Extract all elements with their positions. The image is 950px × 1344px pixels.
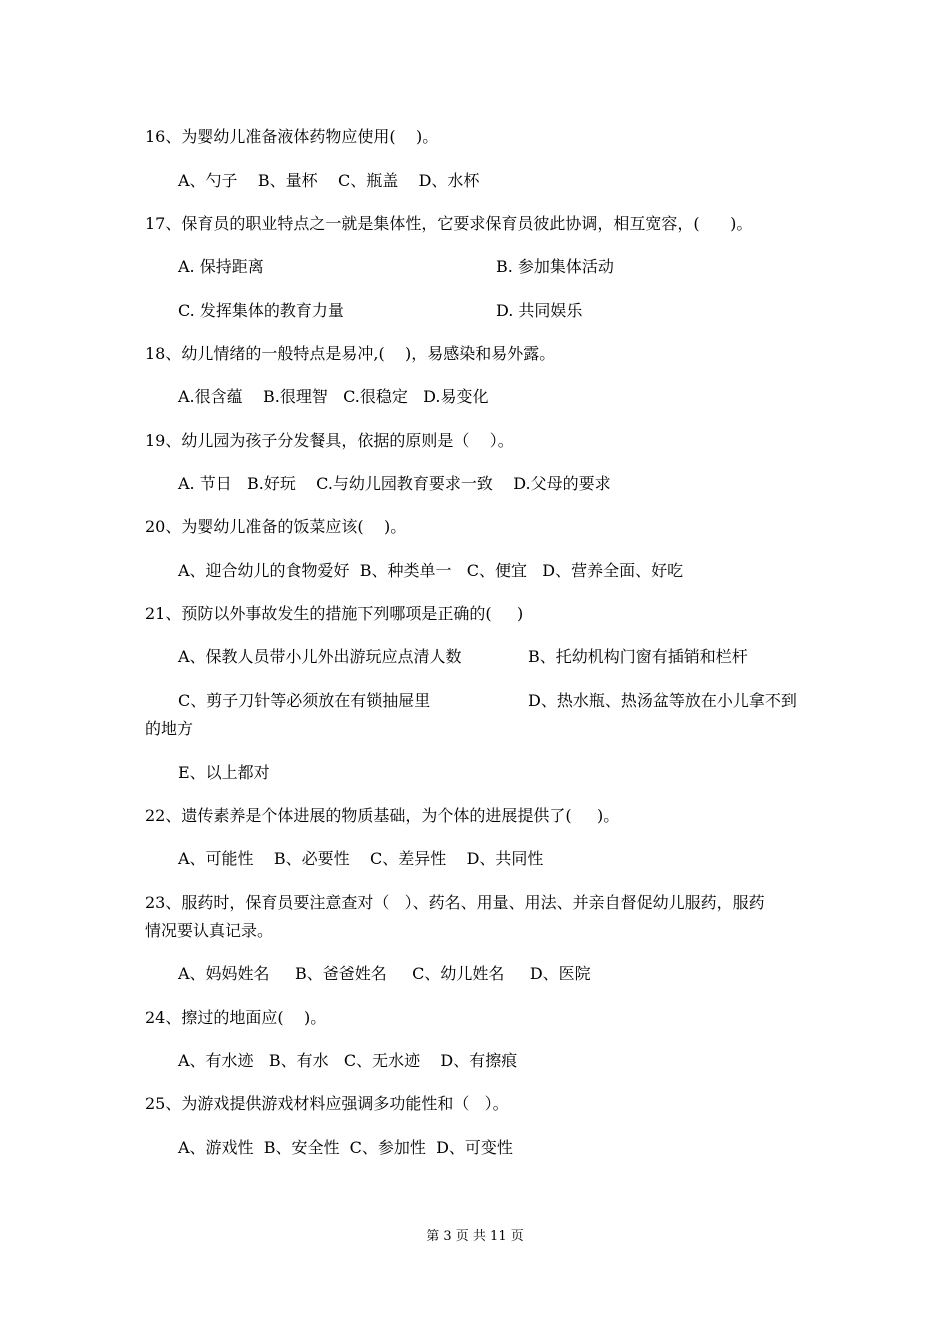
- question-17-option-a: A. 保持距离: [178, 257, 264, 276]
- question-16-options: A、勺子 B、量杯 C、瓶盖 D、水杯: [178, 171, 480, 190]
- question-16: 16、为婴幼儿准备液体药物应使用( )。: [145, 127, 439, 146]
- question-18: 18、幼儿情绪的一般特点是易冲,( )，易感染和易外露。: [145, 344, 556, 363]
- question-18-options: A.很含蕴 B.很理智 C.很稳定 D.易变化: [178, 387, 489, 406]
- question-19: 19、幼儿园为孩子分发餐具，依据的原则是（ ）。: [145, 431, 514, 450]
- question-23: 23、服药时，保育员要注意查对（ ）、药名、用量、用法、并亲自督促幼儿服药，服药: [145, 893, 765, 912]
- question-20: 20、为婴幼儿准备的饭菜应该( )。: [145, 517, 407, 536]
- question-17-option-d: D. 共同娱乐: [496, 301, 583, 320]
- question-24-options: A、有水迹 B、有水 C、无水迹 D、有擦痕: [178, 1051, 518, 1070]
- question-19-options: A. 节日 B.好玩 C.与幼儿园教育要求一致 D.父母的要求: [178, 474, 611, 493]
- question-17: 17、保育员的职业特点之一就是集体性，它要求保育员彼此协调，相互宽容，( )。: [145, 214, 753, 233]
- question-21-option-d-continued: 的地方: [145, 719, 194, 738]
- question-21-option-b: B、托幼机构门窗有插销和栏杆: [528, 647, 748, 666]
- question-21: 21、预防以外事故发生的措施下列哪项是正确的( ): [145, 604, 524, 623]
- question-22-options: A、可能性 B、必要性 C、差异性 D、共同性: [178, 849, 544, 868]
- question-24: 24、擦过的地面应( )。: [145, 1008, 327, 1027]
- question-25: 25、为游戏提供游戏材料应强调多功能性和（ ）。: [145, 1094, 509, 1113]
- question-21-option-a: A、保教人员带小儿外出游玩应点清人数: [178, 647, 462, 666]
- question-23-options: A、妈妈姓名 B、爸爸姓名 C、幼儿姓名 D、医院: [178, 964, 591, 983]
- question-17-option-b: B. 参加集体活动: [496, 257, 614, 276]
- question-17-option-c: C. 发挥集体的教育力量: [178, 301, 344, 320]
- question-20-options: A、迎合幼儿的食物爱好 B、种类单一 C、便宜 D、营养全面、好吃: [178, 561, 684, 580]
- page-number-footer: 第 3 页 共 11 页: [426, 1229, 524, 1244]
- question-22: 22、遗传素养是个体进展的物质基础，为个体的进展提供了( )。: [145, 806, 620, 825]
- question-21-option-e: E、以上都对: [178, 763, 270, 782]
- question-21-option-c: C、剪子刀针等必须放在有锁抽屉里: [178, 691, 431, 710]
- question-23-continued: 情况要认真记录。: [145, 921, 274, 940]
- question-21-option-d: D、热水瓶、热汤盆等放在小儿拿不到: [528, 691, 797, 710]
- question-25-options: A、游戏性 B、安全性 C、参加性 D、可变性: [178, 1138, 513, 1157]
